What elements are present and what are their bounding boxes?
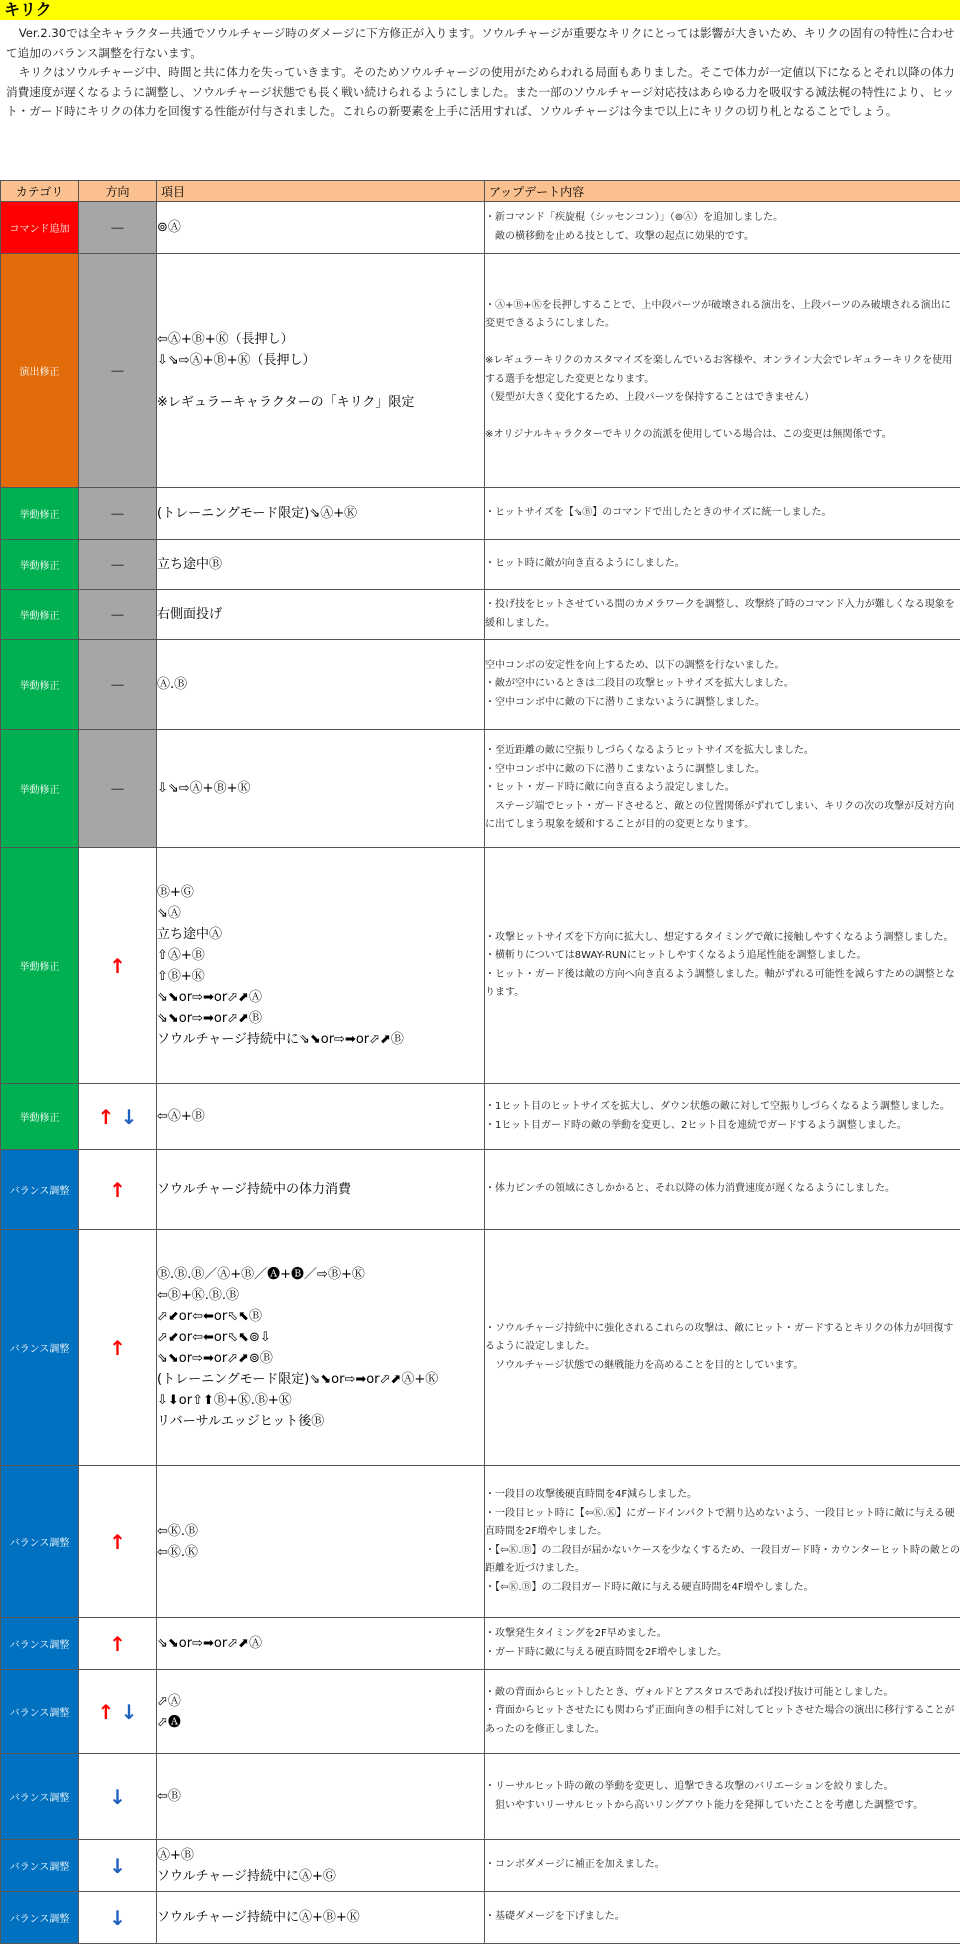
arrow-down-icon: ↓ <box>109 1784 126 1809</box>
update-content-cell <box>485 1892 960 1944</box>
update-content-cell <box>485 848 960 1084</box>
update-content-cell <box>485 254 960 488</box>
item-line: ⇦Ⓚ.Ⓚ <box>157 1544 199 1560</box>
category-cell: 挙動修正 <box>1 730 79 848</box>
direction-none: － <box>109 606 126 625</box>
arrow-down-icon: ↓ <box>109 1853 126 1878</box>
category-cell: コマンド追加 <box>1 202 79 254</box>
update-line: ・リーサルヒット時の敵の挙動を変更し、追撃できる攻撃のバリエーションを絞りました。 <box>485 1781 894 1792</box>
update-line: （髪型が大きく変化するため、上段パーツを保持することはできません） <box>485 392 815 403</box>
item-line: ⇘⬊or⇨➡or⬀⬈Ⓐ <box>157 989 262 1005</box>
item-cell <box>157 1466 485 1618</box>
update-line <box>485 334 960 353</box>
update-line: ・【⇦Ⓚ.Ⓑ】の二段目ガード時に敵に与える硬直時間を4F増やしました。 <box>485 1581 814 1593</box>
update-content-cell <box>485 1230 960 1466</box>
header-category: カテゴリ <box>1 181 79 202</box>
update-content-cell <box>485 590 960 640</box>
update-line: ・ソウルチャージ持続中に強化されるこれらの攻撃は、敵にヒット・ガードするとキリクの体力が回復するように設定しました。 <box>485 1322 954 1353</box>
update-line: 敵の横移動を止める技として、攻撃の起点に効果的です。 <box>485 230 754 242</box>
update-line: ・攻撃ヒットサイズを下方向に拡大し、想定するタイミングで敵に接触しやすくなるよう調整しました。 <box>485 931 954 943</box>
direction-cell <box>79 1754 157 1840</box>
table-row <box>1 1840 960 1892</box>
direction-cell <box>79 1084 157 1150</box>
direction-cell <box>79 730 157 848</box>
intro-paragraph-2: キリクはソウルチャージ中、時間と共に体力を失っていきます。そのためソウルチャージの使用がためらわれる局面もありました。そこで体力が一定値以下になるとそれ以降の体力消費速度が遅くなるように調整し、ソウルチャージ状態でも長く戦い続けられるようにしました。また一部のソウルチャージ対応技はあらゆる力を吸収する減法梶の特性により、ヒット・ガード時にキリクの体力を回復する性能が付与されました。これらの新要素を上手に活用すれば、ソウルチャージは今まで以上にキリクの切り札となることでしょう。 <box>6 65 955 118</box>
item-line: ⇘⬊or⇨➡or⬀⬈Ⓑ <box>157 1010 262 1026</box>
category-cell: 挙動修正 <box>1 590 79 640</box>
item-line: ⇧Ⓑ+Ⓚ <box>157 968 205 984</box>
direction-cell <box>79 1150 157 1230</box>
update-line: ・至近距離の敵に空振りしづらくなるようヒットサイズを拡大しました。 <box>485 745 814 757</box>
item-cell <box>157 1840 485 1892</box>
item-cell <box>157 590 485 640</box>
update-content-cell <box>485 1840 960 1892</box>
update-line: ・Ⓐ+Ⓑ+Ⓚを長押しすることで、上中段パーツが破壊される演出を、上段パーツのみ破壊される演出に変更できるようにしました。 <box>485 299 951 329</box>
update-line <box>485 408 960 427</box>
category-cell: バランス調整 <box>1 1466 79 1618</box>
update-line: ・空中コンボ中に敵の下に潜りこまないように調整しました。 <box>485 696 765 708</box>
direction-cell <box>79 848 157 1084</box>
item-line: ⇘⬊or⇨➡or⬀⬈⊚Ⓑ <box>157 1350 273 1366</box>
update-content-cell <box>485 1084 960 1150</box>
item-line: ⇩⬇or⇧⬆Ⓑ+Ⓚ.Ⓑ+Ⓚ <box>157 1392 292 1408</box>
item-cell <box>157 488 485 540</box>
item-cell <box>157 1892 485 1944</box>
category-cell: バランス調整 <box>1 1618 79 1670</box>
item-line: Ⓐ+Ⓑ <box>157 1847 194 1863</box>
item-cell <box>157 202 485 254</box>
table-row <box>1 202 960 254</box>
arrow-up-icon: ↑ <box>109 953 126 978</box>
page-title: キリク <box>4 0 52 19</box>
arrow-up-icon: ↑ <box>109 1177 126 1202</box>
item-line: Ⓑ+Ⓖ <box>157 884 194 900</box>
arrow-up-icon: ↑ <box>97 1699 115 1724</box>
update-line: ・一段目の攻撃後硬直時間を4F減らしました。 <box>485 1489 698 1500</box>
header-update-content: アップデート内容 <box>485 181 960 202</box>
update-line: ・基礎ダメージを下げました。 <box>485 1911 625 1923</box>
update-content-cell <box>485 640 960 730</box>
item-cell <box>157 540 485 590</box>
item-cell <box>157 1230 485 1466</box>
category-cell: バランス調整 <box>1 1150 79 1230</box>
item-line: ⊚Ⓐ <box>157 220 181 235</box>
update-content-cell <box>485 730 960 848</box>
direction-cell <box>79 488 157 540</box>
item-line: ※レギュラーキャラクターの「キリク」限定 <box>157 394 415 410</box>
title-bar <box>0 0 960 20</box>
direction-none: － <box>109 780 126 799</box>
table-row <box>1 640 960 730</box>
item-cell <box>157 1618 485 1670</box>
arrow-up-icon: ↑ <box>109 1631 126 1656</box>
table-row <box>1 540 960 590</box>
update-content-cell <box>485 202 960 254</box>
table-row <box>1 254 960 488</box>
item-line: ⇦Ⓐ+Ⓑ <box>157 1109 205 1124</box>
update-line: ・体力ピンチの領域にさしかかると、それ以降の体力消費速度が遅くなるようにしました。 <box>485 1183 895 1195</box>
update-line: ・ヒットサイズを【⇘Ⓑ】のコマンドで出したときのサイズに統一しました。 <box>485 507 832 519</box>
category-cell: 演出修正 <box>1 254 79 488</box>
item-line: ソウルチャージ持続中の体力消費 <box>157 1182 351 1197</box>
item-line: ⇦Ⓑ+Ⓚ.Ⓑ.Ⓑ <box>157 1287 240 1303</box>
update-content-cell <box>485 1150 960 1230</box>
category-cell: バランス調整 <box>1 1754 79 1840</box>
update-line: ・新コマンド「疾旋棍（シッセンコン）」（⊚Ⓐ）を追加しました。 <box>485 212 784 223</box>
direction-cell <box>79 1618 157 1670</box>
item-cell <box>157 730 485 848</box>
table-row <box>1 1892 960 1944</box>
item-line: リバーサルエッジヒット後Ⓑ <box>157 1413 325 1429</box>
update-line: ・敵が空中にいるときは二段目の攻撃ヒットサイズを拡大しました。 <box>485 678 794 690</box>
update-line: ・空中コンボ中に敵の下に潜りこまないように調整しました。 <box>485 763 765 775</box>
update-content-cell <box>485 1618 960 1670</box>
arrow-up-icon: ↑ <box>97 1104 115 1129</box>
update-content-cell <box>485 1670 960 1754</box>
category-cell: バランス調整 <box>1 1840 79 1892</box>
update-content-cell <box>485 540 960 590</box>
update-line: ・ヒット時に敵が向き直るようにしました。 <box>485 558 685 570</box>
item-line: ⬀Ⓐ <box>157 1693 181 1709</box>
update-line: 狙いやすいリーサルヒットから高いリングアウト能力を発揮していたことを考慮した調整です。 <box>485 1799 924 1811</box>
category-cell: 挙動修正 <box>1 1084 79 1150</box>
item-line: ソウルチャージ持続中にⒶ+Ⓑ+Ⓚ <box>157 1910 360 1925</box>
item-line: ソウルチャージ持続中に⇘⬊or⇨➡or⬀⬈Ⓑ <box>157 1031 404 1047</box>
update-line: ・背面からヒットさせたにも関わらず正面向きの相手に対してヒットさせた場合の演出に移行することがあったのを修正しました。 <box>485 1705 955 1735</box>
update-content-cell <box>485 488 960 540</box>
item-line: (トレーニングモード限定)⇘Ⓐ+Ⓚ <box>157 506 358 521</box>
item-line: ⬀⬋or⇦⬅or⬁⬉⊚⇩ <box>157 1329 271 1345</box>
update-table <box>0 180 960 1944</box>
item-line: ⇩⇘⇨Ⓐ+Ⓑ+Ⓚ <box>157 781 251 796</box>
table-row <box>1 730 960 848</box>
arrow-down-icon: ↓ <box>109 1905 126 1930</box>
category-cell: バランス調整 <box>1 1892 79 1944</box>
table-row <box>1 1230 960 1466</box>
item-line: ⇘⬊or⇨➡or⬀⬈Ⓐ <box>157 1636 262 1651</box>
direction-cell <box>79 254 157 488</box>
table-row <box>1 1084 960 1150</box>
item-line: ⇦Ⓐ+Ⓑ+Ⓚ（長押し） <box>157 331 294 347</box>
table-row <box>1 1618 960 1670</box>
table-row <box>1 1670 960 1754</box>
update-line: ・コンボダメージに補正を加えました。 <box>485 1859 665 1871</box>
table-row <box>1 1466 960 1618</box>
arrow-up-icon: ↑ <box>109 1529 126 1554</box>
update-line: ソウルチャージ状態での継戦能力を高めることを目的としています。 <box>485 1359 804 1371</box>
item-line: ⇦Ⓑ <box>157 1789 181 1804</box>
category-cell: 挙動修正 <box>1 848 79 1084</box>
item-cell <box>157 1084 485 1150</box>
category-cell: 挙動修正 <box>1 540 79 590</box>
table-header-row <box>1 181 960 202</box>
direction-cell <box>79 590 157 640</box>
item-line: 立ち途中Ⓐ <box>157 926 223 942</box>
table-row <box>1 488 960 540</box>
update-content-cell <box>485 1466 960 1618</box>
direction-none: － <box>109 676 126 695</box>
update-line: ※オリジナルキャラクターでキリクの流派を使用している場合は、この変更は無関係です。 <box>485 429 892 440</box>
direction-cell <box>79 1840 157 1892</box>
item-cell <box>157 1670 485 1754</box>
direction-cell <box>79 202 157 254</box>
category-cell: 挙動修正 <box>1 488 79 540</box>
update-line: ・横斬りについては8WAY-RUNにヒットしやすくなるよう追尾性能を調整しました。 <box>485 950 867 961</box>
item-cell <box>157 1150 485 1230</box>
update-content-cell <box>485 1754 960 1840</box>
update-line: ・1ヒット目ガード時の敵の挙動を変更し、2ヒット目を連続でガードするよう調整しました。 <box>485 1119 907 1131</box>
table-row <box>1 1150 960 1230</box>
table-row <box>1 590 960 640</box>
direction-cell <box>79 1230 157 1466</box>
update-line: ・攻撃発生タイミングを2F早めました。 <box>485 1628 667 1639</box>
intro-text <box>6 24 956 122</box>
direction-cell <box>79 640 157 730</box>
header-direction: 方向 <box>79 181 157 202</box>
category-cell: バランス調整 <box>1 1230 79 1466</box>
intro-paragraph-1: Ver.2.30では全キャラクター共通でソウルチャージ時のダメージに下方修正が入ります。ソウルチャージが重要なキリクにとっては影響が大きいため、キリクの固有の特性に合わせて追加のバランス調整を行ないます。 <box>6 26 955 60</box>
item-cell <box>157 848 485 1084</box>
item-line: ソウルチャージ持続中にⒶ+Ⓖ <box>157 1868 336 1884</box>
direction-none: － <box>109 505 126 524</box>
item-line: ⬀🅐 <box>157 1714 181 1730</box>
update-line: ・投げ技をヒットさせている間のカメラワークを調整し、攻撃終了時のコマンド入力が難しくなる現象を緩和しました。 <box>485 599 955 629</box>
item-line: (トレーニングモード限定)⇘⬊or⇨➡or⬀⬈Ⓐ+Ⓚ <box>157 1371 439 1387</box>
item-line: ⇘Ⓐ <box>157 905 181 921</box>
update-line: ・1ヒット目のヒットサイズを拡大し、ダウン状態の敵に対して空振りしづらくなるよう調整しました。 <box>485 1101 950 1112</box>
item-cell <box>157 640 485 730</box>
header-item: 項目 <box>157 181 485 202</box>
item-cell <box>157 254 485 488</box>
arrow-down-icon: ↓ <box>120 1699 138 1724</box>
direction-cell <box>79 1670 157 1754</box>
item-line: Ⓑ.Ⓑ.Ⓑ／Ⓐ+Ⓑ／🅐+🅑／⇨Ⓑ+Ⓚ <box>157 1266 365 1282</box>
table-row <box>1 1754 960 1840</box>
item-line: 右側面投げ <box>157 607 223 622</box>
update-line: ※レギュラーキリクのカスタマイズを楽しんでいるお客様や、オンライン大会でレギュラーキリクを使用する選手を想定した変更となります。 <box>485 355 953 385</box>
item-line <box>157 371 484 392</box>
item-line: ⇧Ⓐ+Ⓑ <box>157 947 205 963</box>
item-line: 立ち途中Ⓑ <box>157 557 223 572</box>
update-line: ・ヒット・ガード後は敵の方向へ向き直るよう調整しました。軸がずれる可能性を減らすための調整となります。 <box>485 968 955 998</box>
update-line: ステージ端でヒット・ガードさせると、敵との位置関係がずれてしまい、キリクの次の攻撃が反対方向に出てしまう現象を緩和することが目的の変更となります。 <box>485 800 955 831</box>
direction-cell <box>79 1892 157 1944</box>
direction-none: － <box>109 219 126 238</box>
update-line: ・ガード時に敵に与える硬直時間を2F増やしました。 <box>485 1646 728 1658</box>
item-line: ⬀⬋or⇦⬅or⬁⬉Ⓑ <box>157 1308 262 1324</box>
table-row <box>1 848 960 1084</box>
update-line: ・【⇦Ⓚ.Ⓑ】の二段目が届かないケースを少なくするため、一段目ガード時・カウンターヒット時の敵との距離を近づけました。 <box>485 1544 960 1574</box>
item-line: ⇩⇘⇨Ⓐ+Ⓑ+Ⓚ（長押し） <box>157 352 316 368</box>
direction-cell <box>79 540 157 590</box>
arrow-down-icon: ↓ <box>120 1104 138 1129</box>
item-line: ⇦Ⓚ.Ⓑ <box>157 1523 199 1539</box>
direction-none: － <box>109 362 126 381</box>
item-cell <box>157 1754 485 1840</box>
update-line: ・一段目ヒット時に【⇦Ⓚ.Ⓚ】にガードインパクトで割り込めないよう、一段目ヒット時に敵に与える硬直時間を2F増やしました。 <box>485 1507 955 1537</box>
category-cell: 挙動修正 <box>1 640 79 730</box>
update-line: 空中コンボの安定性を向上するため、以下の調整を行ないました。 <box>485 659 785 671</box>
item-line: Ⓐ.Ⓑ <box>157 677 188 692</box>
update-line: ・敵の背面からヒットしたとき、ヴォルドとアスタロスであれば投げ抜け可能としました。 <box>485 1686 894 1698</box>
direction-none: － <box>109 556 126 575</box>
direction-cell <box>79 1466 157 1618</box>
arrow-up-icon: ↑ <box>109 1335 126 1360</box>
category-cell: バランス調整 <box>1 1670 79 1754</box>
update-line: ・ヒット・ガード時に敵に向き直るよう設定しました。 <box>485 782 735 794</box>
